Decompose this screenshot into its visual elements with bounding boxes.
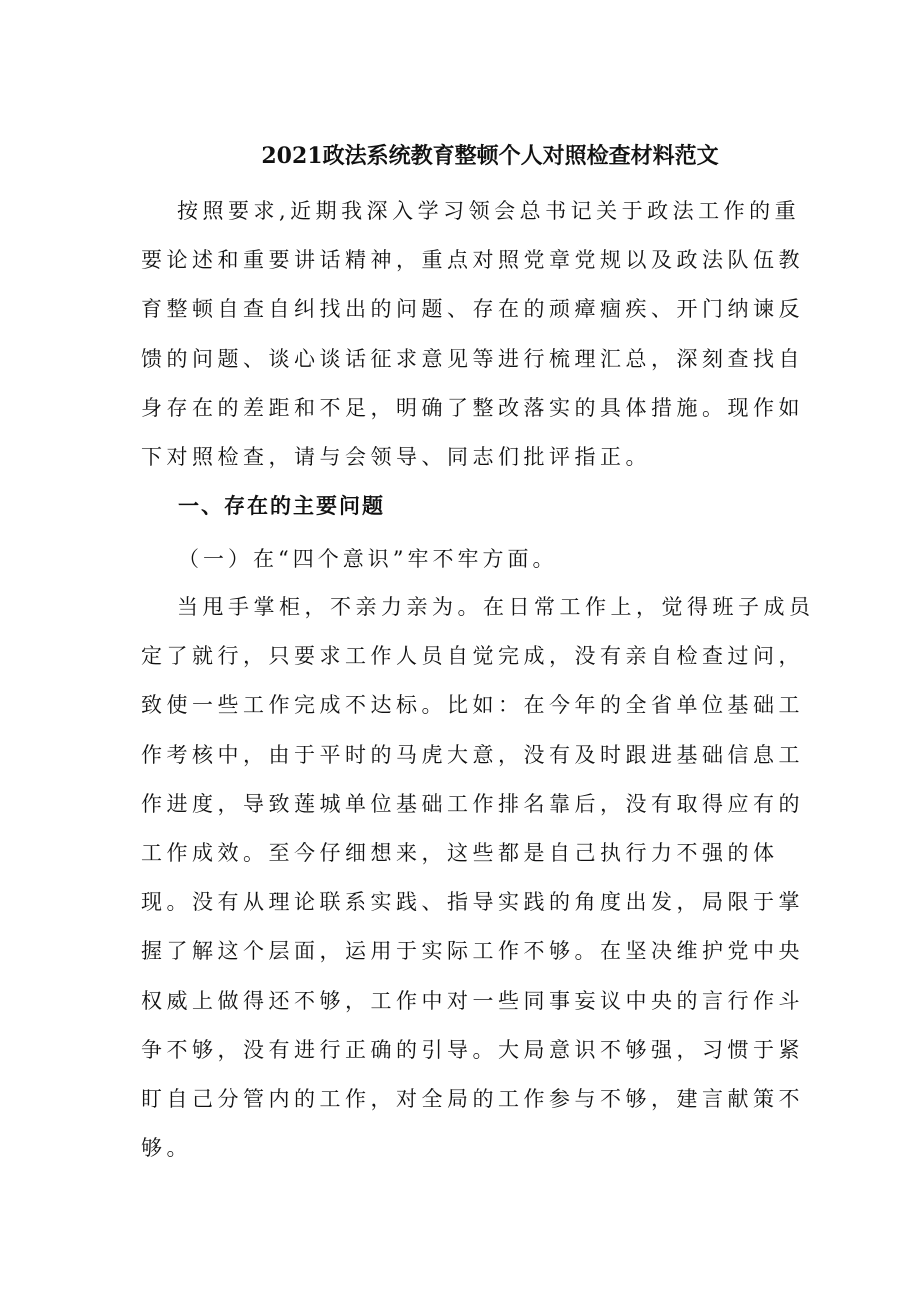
body-line: 现。没有从理论联系实践、指导实践的角度出发，局限于掌 [141,890,804,915]
body-line: 盯自己分管内的工作，对全局的工作参与不够，建言献策不 [141,1087,804,1112]
body-line: 致使一些工作完成不达标。比如：在今年的全省单位基础工 [141,693,804,718]
body-line: 争不够，没有进行正确的引导。大局意识不够强，习惯于紧 [141,1037,804,1062]
body-line: 作进度，导致莲城单位基础工作排名靠后，没有取得应有的 [141,791,804,816]
section-heading: 一、存在的主要问题 [178,494,385,518]
body-line: 作考核中，由于平时的马虎大意，没有及时跟进基础信息工 [141,742,804,767]
intro-paragraph [141,187,804,482]
intro-line: 育整顿自查自纠找出的问题、存在的顽瘴痼疾、开门纳谏反 [141,297,804,322]
body-paragraph [141,583,815,1173]
body-line: 握了解这个层面，运用于实际工作不够。在坚决维护党中央 [141,939,804,964]
intro-line: 要论述和重要讲话精神，重点对照党章党规以及政法队伍教 [141,248,804,273]
body-line: 当甩手掌柜，不亲力亲为。在日常工作上，觉得班子成员 [177,595,815,619]
intro-line: 身存在的差距和不足，明确了整改落实的具体措施。现作如 [141,395,804,420]
body-line: 定了就行，只要求工作人员自觉完成，没有亲自检查过问， [141,644,804,669]
document-title: 2021政法系统教育整顿个人对照检查材料范文 [261,143,719,169]
body-line: 工作成效。至今仔细想来，这些都是自己执行力不强的体 [141,841,779,866]
intro-line: 馈的问题、谈心谈话征求意见等进行梳理汇总，深刻查找自 [141,346,804,371]
body-line: 够。 [141,1136,192,1161]
intro-line: 按照要求,近期我深入学习领会总书记关于政法工作的重 [177,199,801,223]
subsection-heading: （一）在“四个意识”牢不牢方面。 [178,547,558,571]
body-line: 权威上做得还不够，工作中对一些同事妄议中央的言行作斗 [141,988,804,1013]
intro-line: 下对照检查，请与会领导、同志们批评指正。 [141,445,651,470]
